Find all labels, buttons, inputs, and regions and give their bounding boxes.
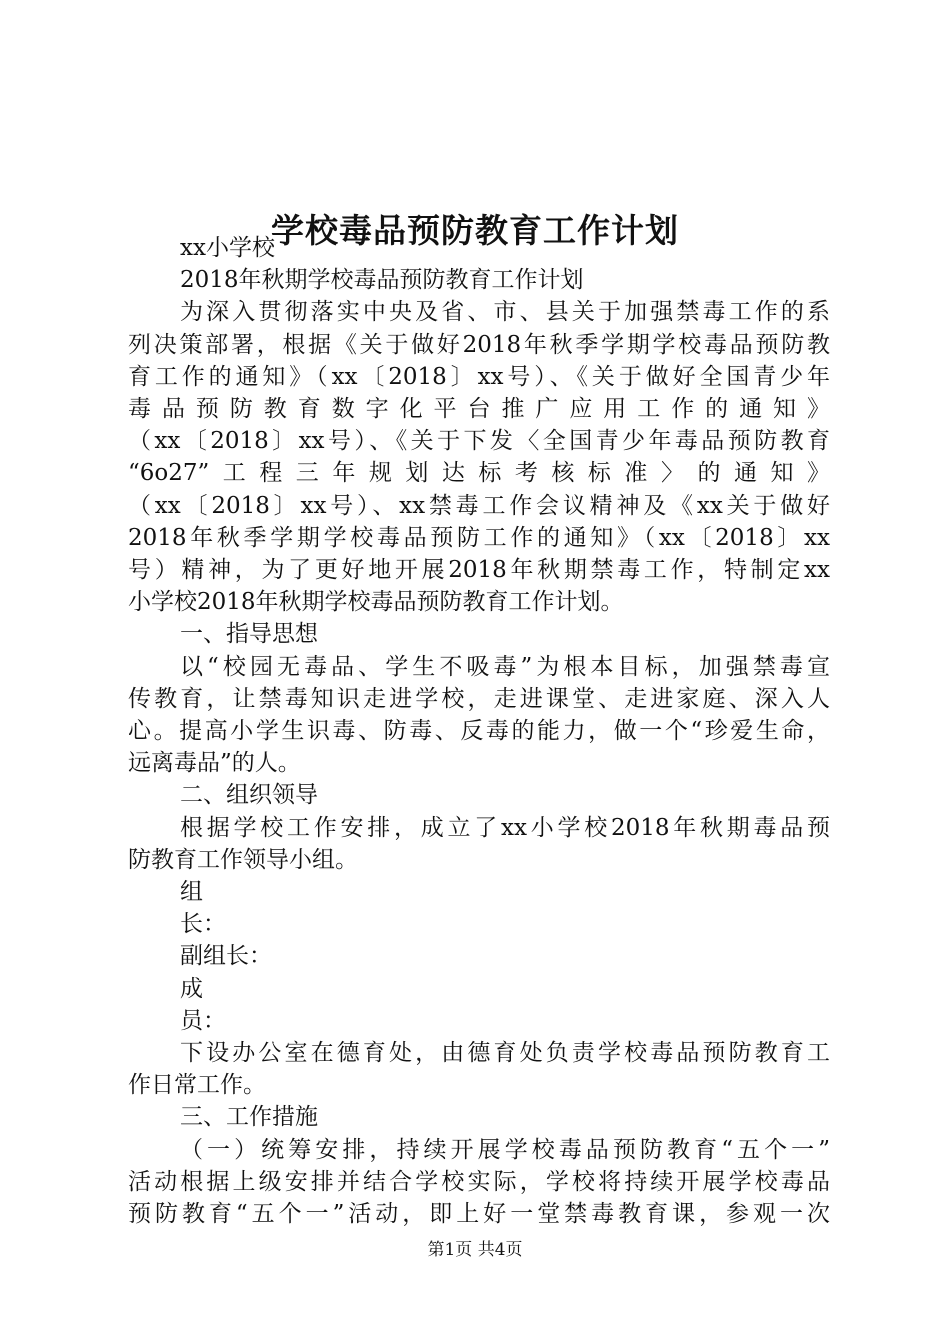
group-leader-label-part2: 长： <box>180 911 226 938</box>
body-line: 预防教育“五个一”活动，即上好一堂禁毒教育课，参观一次 <box>128 1201 830 1228</box>
body-line: 以“校园无毒品、学生不吸毒”为根本目标，加强禁毒宣 <box>180 653 830 680</box>
page-number-footer: 第1页 共4页 <box>427 1240 523 1260</box>
member-label-part1: 成 <box>180 975 203 1002</box>
body-line: “6o27”工程三年规划达标考核标准〉的通知》 <box>128 460 830 487</box>
deputy-leader-label: 副组长： <box>180 943 272 970</box>
body-line: 根据学校工作安排，成立了xx小学校2018年秋期毒品预 <box>180 814 830 841</box>
body-line: 列决策部署，根据《关于做好2018年秋季学期学校毒品预防教 <box>128 331 830 358</box>
body-line: 号）精神，为了更好地开展2018年秋期禁毒工作，特制定xx <box>128 557 830 584</box>
body-line: 小学校2018年秋期学校毒品预防教育工作计划。 <box>128 589 624 616</box>
document-title: 学校毒品预防教育工作计划 <box>271 211 679 251</box>
member-label-part2: 员： <box>180 1007 226 1034</box>
section-heading-1: 一、指导思想 <box>180 621 318 648</box>
group-leader-label-part1: 组 <box>180 879 203 906</box>
section-heading-3: 三、工作措施 <box>180 1104 318 1131</box>
body-line: 为深入贯彻落实中央及省、市、县关于加强禁毒工作的系 <box>180 299 830 326</box>
body-line: 下设办公室在德育处，由德育处负责学校毒品预防教育工 <box>180 1040 830 1067</box>
body-line: 传教育，让禁毒知识走进学校，走进课堂、走进家庭、深入人 <box>128 685 830 712</box>
body-line: 2018年秋季学期学校毒品预防工作的通知》（xx〔2018〕xx <box>128 524 830 551</box>
school-name-line: xx小学校 <box>180 235 275 261</box>
body-line: （一）统筹安排，持续开展学校毒品预防教育“五个一” <box>180 1136 830 1163</box>
section-heading-2: 二、组织领导 <box>180 782 318 809</box>
body-line: 作日常工作。 <box>128 1072 266 1099</box>
body-line: 活动根据上级安排并结合学校实际，学校将持续开展学校毒品 <box>128 1168 830 1195</box>
body-line: 防教育工作领导小组。 <box>128 846 358 873</box>
body-line: 远离毒品”的人。 <box>128 750 301 777</box>
body-line: 育工作的通知》（xx〔2018〕xx号）、《关于做好全国青少年 <box>128 363 830 390</box>
plan-subtitle-line: 2018年秋期学校毒品预防教育工作计划 <box>180 267 584 294</box>
body-line: 毒品预防教育数字化平台推广应用工作的通知》 <box>128 396 830 423</box>
body-line: （xx〔2018〕xx号）、《关于下发〈全国青少年毒品预防教育 <box>128 428 830 455</box>
body-line: （xx〔2018〕xx号）、xx禁毒工作会议精神及《xx关于做好 <box>128 492 830 519</box>
body-line: 心。提高小学生识毒、防毒、反毒的能力，做一个“珍爱生命， <box>128 718 830 745</box>
document-body <box>128 232 830 1230</box>
